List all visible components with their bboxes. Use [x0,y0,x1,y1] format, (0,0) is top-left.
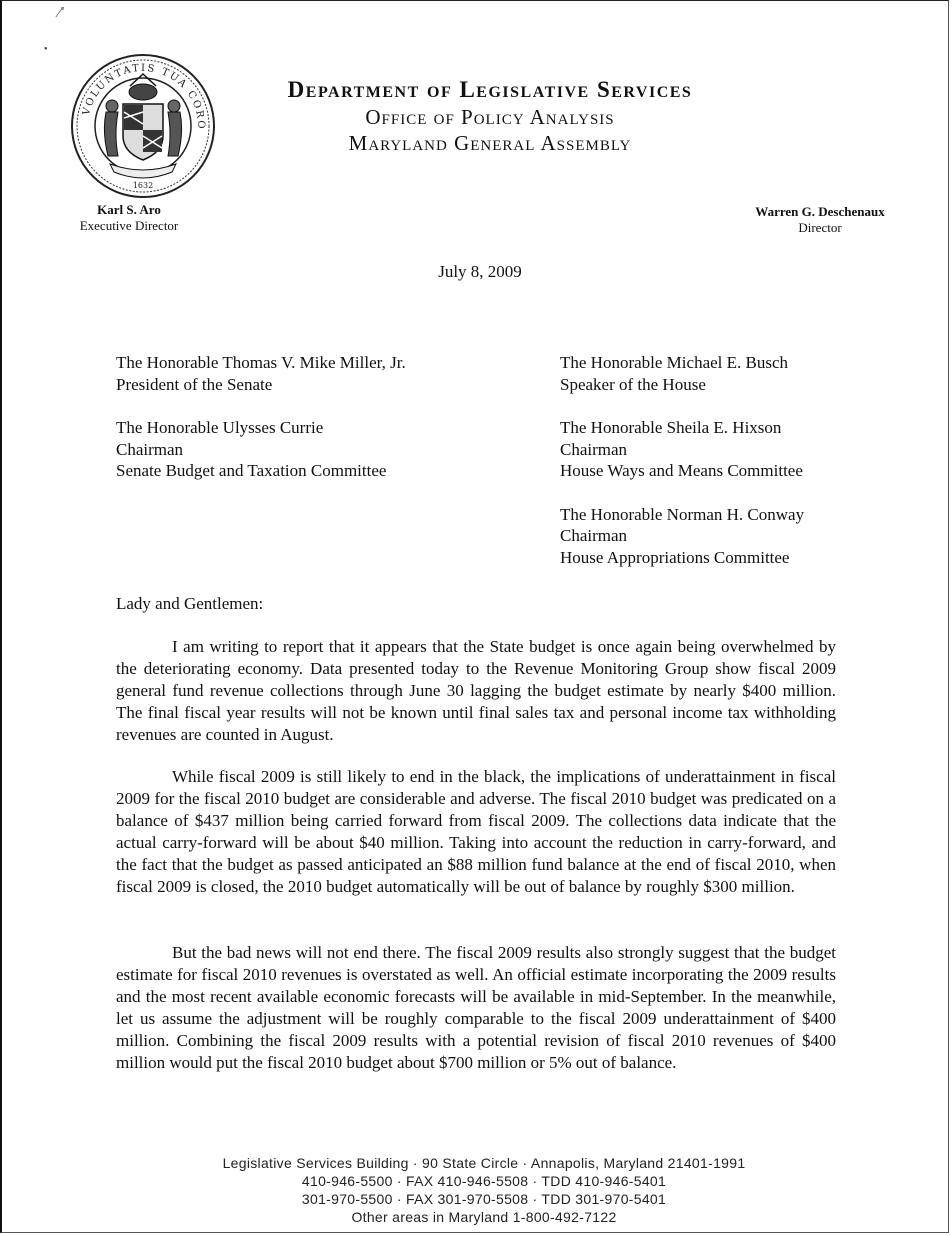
recipients-right [560,352,804,590]
recipient-block [116,352,406,395]
recipient-committee: Senate Budget and Taxation Committee [116,461,387,480]
seal-text: VOLUNTATIS TUA CORO [81,62,207,131]
footer-line: Other areas in Maryland 1-800-492-7122 [351,1209,617,1225]
office-name: Office of Policy Analysis [365,105,615,129]
recipient-block [116,417,406,482]
recipient-committee: House Appropriations Committee [560,547,790,567]
recipient-name: The Honorable Thomas V. Mike Miller, Jr. [116,353,406,372]
scan-mark: ⁄˚ [58,6,65,21]
recipient-title: Chairman [116,439,184,459]
salutation: Lady and Gentlemen: [116,594,264,613]
letterhead [260,76,720,156]
footer-line: 410-946-5500 · FAX 410-946-5508 · TDD 410-946-5401 [301,1173,667,1189]
recipient-title: Chairman [560,439,628,459]
director-name: Warren G. Deschenaux [755,204,885,219]
executive-director-block [64,202,194,234]
executive-director-name: Karl S. Aro [97,202,161,217]
footer-line: Legislative Services Building · 90 State Circle · Annapolis, Maryland 21401-1991 [222,1155,746,1171]
assembly-name: Maryland General Assembly [348,131,632,155]
department-name: Department of Legislative Services [287,77,693,102]
recipient-title: Speaker of the House [560,374,706,394]
recipient-name: The Honorable Sheila E. Hixson [560,418,782,437]
body-paragraph: But the bad news will not end there. The fiscal 2009 results also strongly suggest that the budget estimate for fiscal 2010 revenues is overstated as well. An official estimate incorporating the 2009 results and the most recent available economic forecasts will be available in mid-September. In the meanwhile, let us assume the adjustment will be roughly comparable to the fiscal 2009 underattainment of $400 million. Combining the fiscal 2009 results with a potential revision of fiscal 2010 revenues of $400 million would put the fiscal 2010 budget about $700 million or 5% out of balance. [116,943,836,1072]
body-paragraph: While fiscal 2009 is still likely to end in the black, the implications of underattainment in fiscal 2009 for the fiscal 2010 budget are considerable and adverse. The fiscal 2010 budget was predicated on a balance of $437 million being carried forward from fiscal 2009. The collections data indicate that the actual carry-forward will be about $40 million. Taking into account the reduction in carry-forward, and the fact that the budget as passed anticipated an $88 million fund balance at the end of fiscal 2010, when fiscal 2009 is closed, the 2010 budget automatically will be out of balance by roughly $300 million. [116,767,836,896]
footer-address [200,1154,768,1226]
recipient-block [560,417,804,482]
recipient-title: President of the Senate [116,374,273,394]
recipient-block [560,504,804,569]
footer-line: 301-970-5500 · FAX 301-970-5508 · TDD 301-970-5401 [301,1191,667,1207]
recipient-name: The Honorable Norman H. Conway [560,504,805,524]
letter-date: July 8, 2009 [438,262,522,281]
director-title: Director [798,220,842,235]
scan-mark: • [44,44,48,55]
maryland-seal-icon [68,52,218,200]
recipient-name: The Honorable Ulysses Currie [116,418,324,437]
svg-text:1632: 1632 [132,181,154,190]
recipient-name: The Honorable Michael E. Busch [560,353,789,372]
body-paragraph: I am writing to report that it appears that the State budget is once again being overwhelmed by the deteriorating economy. Data presented today to the Revenue Monitoring Group show fiscal 2009 general fund revenue collections through June 30 lagging the budget estimate by nearly $400 million. The final fiscal year results will not be known until final sales tax and personal income tax withholding revenues are counted in August. [116,637,836,744]
executive-director-title: Executive Director [79,218,179,233]
director-block [740,204,900,236]
recipient-block [560,352,804,395]
recipient-committee: House Ways and Means Committee [560,461,803,480]
recipients-left [116,352,406,504]
recipient-title: Chairman [560,526,628,545]
